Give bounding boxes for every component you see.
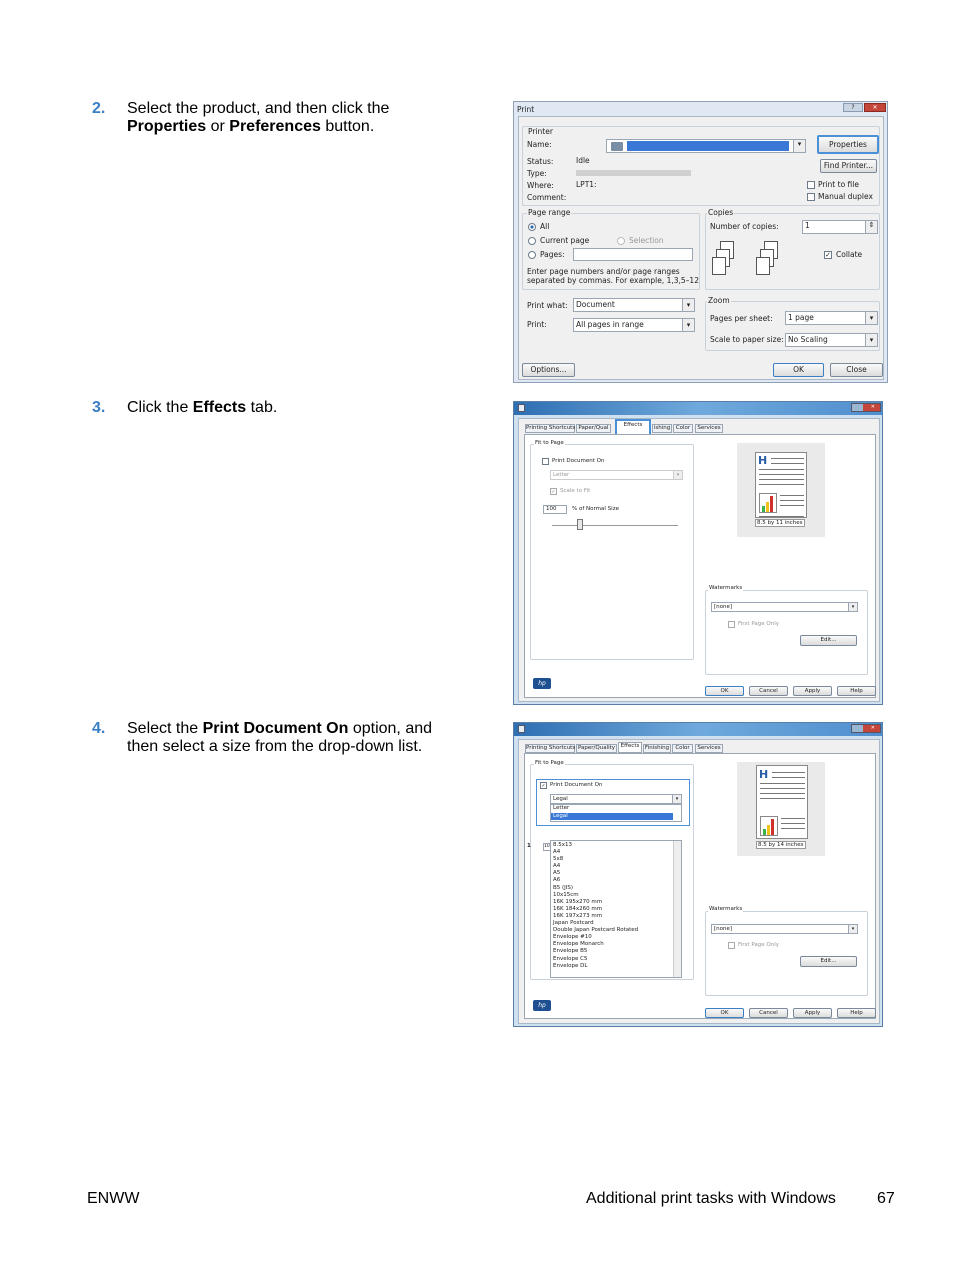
list-item[interactable]: 8.5x13 <box>553 842 573 848</box>
hp-logo: hp <box>533 1000 551 1011</box>
zoom-label: Zoom <box>708 296 730 305</box>
paper-size-value: Letter <box>553 472 570 478</box>
chevron-down-icon: ▾ <box>793 140 805 152</box>
watermarks-label: Watermarks <box>709 906 743 912</box>
percent-input[interactable] <box>543 505 567 514</box>
first-page-only-checkbox[interactable] <box>728 621 735 628</box>
printer-icon <box>518 404 525 412</box>
list-item[interactable]: Double Japan Postcard Rotated <box>553 927 639 934</box>
paper-size-select[interactable] <box>550 470 683 480</box>
dialog-body <box>518 739 880 1024</box>
tab-panel <box>524 434 876 698</box>
list-item[interactable]: A4 <box>553 849 561 856</box>
list-item[interactable]: Envelope DL <box>553 962 588 969</box>
step-3 <box>92 399 452 417</box>
collate-checkbox[interactable]: ✓ <box>825 251 831 259</box>
current-page-radio[interactable] <box>528 237 536 245</box>
fit-to-page-label: Fit to Page <box>535 760 564 766</box>
first-page-only-checkbox[interactable] <box>728 942 735 949</box>
list-item[interactable]: A4 <box>553 863 561 870</box>
properties-button[interactable]: Properties <box>817 135 879 154</box>
watermarks-label: Watermarks <box>709 585 743 591</box>
print-document-on-checkbox[interactable]: ✓ <box>541 783 546 789</box>
apply-button[interactable]: Apply <box>793 1008 832 1018</box>
slider-stub-icon: 1 <box>527 843 531 849</box>
watermark-select[interactable] <box>711 924 858 934</box>
chevron-down-icon: ▾ <box>682 319 694 331</box>
dialog-title: Print <box>517 105 535 114</box>
step-number: 2. <box>92 100 106 117</box>
tab-services[interactable]: Services <box>695 424 723 433</box>
pages-per-sheet-select[interactable] <box>785 311 878 325</box>
print-select[interactable] <box>573 318 695 332</box>
print-to-file-checkbox[interactable] <box>807 181 815 189</box>
watermark-select[interactable] <box>711 602 858 612</box>
effects-tab-screenshot <box>513 401 883 705</box>
first-page-only-label: First Page Only <box>738 942 779 948</box>
print-label: Print: <box>527 320 547 329</box>
list-item[interactable]: B5 (JIS) <box>553 884 574 891</box>
tab-paper-quality[interactable]: Paper/Quality <box>577 745 616 751</box>
hint-line-1: Enter page numbers and/or page ranges <box>527 267 680 276</box>
blurred-type <box>576 170 691 176</box>
chevron-down-icon: ▾ <box>865 334 877 346</box>
all-label: All <box>540 222 550 231</box>
copies-input[interactable] <box>802 220 878 234</box>
heading-icon: H <box>759 768 769 781</box>
step-2 <box>92 100 452 136</box>
paper-size-select[interactable] <box>550 794 682 804</box>
printer-group-label: Printer <box>528 127 553 136</box>
chevron-down-icon: ▾ <box>682 299 694 311</box>
scale-slider-track <box>552 525 678 526</box>
hp-logo: hp <box>533 678 551 689</box>
step-text: Select the Print Document On option, and then select a size from the drop-down list. <box>127 720 433 755</box>
title-bar <box>514 723 883 736</box>
scale-select[interactable] <box>785 333 878 347</box>
edit-button[interactable]: Edit... <box>800 956 857 967</box>
step-text: Click the Effects tab. <box>127 399 278 416</box>
help-icon[interactable]: ? <box>843 103 863 112</box>
preview-size-label: 8.5 by 11 inches <box>757 520 803 526</box>
bar-chart-icon <box>759 493 777 513</box>
preview-size-label: 8.5 by 14 inches <box>758 842 804 848</box>
pages-label: Pages: <box>540 250 565 259</box>
comment-label: Comment: <box>527 193 567 202</box>
list-item[interactable]: Japan Postcard <box>553 920 594 927</box>
fit-to-page-label: Fit to Page <box>535 440 564 446</box>
list-item[interactable]: 16K 184x260 mm <box>553 905 603 912</box>
title-bar <box>514 402 883 415</box>
list-item[interactable]: 10x15cm <box>553 891 579 898</box>
preview-box <box>737 443 825 537</box>
close-icon[interactable]: ✕ <box>851 724 881 733</box>
dialog-body <box>518 418 880 702</box>
manual-duplex-checkbox[interactable] <box>807 193 815 201</box>
tab-color[interactable]: Color <box>672 744 693 753</box>
paper-size-list-top <box>550 804 682 822</box>
copies-value: 1 <box>805 221 810 230</box>
scale-to-fit-label: Scale to Fit <box>560 488 591 494</box>
chevron-down-icon: ▾ <box>848 603 857 611</box>
pages-radio[interactable] <box>528 251 536 259</box>
tab-color[interactable]: Color <box>673 424 693 433</box>
first-page-only-label: First Page Only <box>738 621 779 627</box>
close-icon[interactable]: ✕ <box>864 103 886 112</box>
chevron-down-icon: ▾ <box>673 471 682 479</box>
list-item[interactable]: Envelope Monarch <box>553 941 604 948</box>
edit-button[interactable]: Edit... <box>800 635 857 646</box>
cancel-button[interactable]: Cancel <box>749 686 788 696</box>
print-document-on-label: Print Document On <box>550 782 603 788</box>
pages-input[interactable] <box>573 248 693 261</box>
selection-radio[interactable] <box>617 237 625 245</box>
pages-per-sheet-value: 1 page <box>788 313 814 322</box>
printer-name-highlight <box>627 141 789 151</box>
scale-value: No Scaling <box>788 335 828 344</box>
scale-slider-thumb[interactable] <box>577 519 583 530</box>
chevron-down-icon: ▾ <box>848 925 857 933</box>
type-label: Type: <box>527 169 547 178</box>
manual-duplex-label: Manual duplex <box>818 192 873 201</box>
print-what-label: Print what: <box>527 301 568 310</box>
print-what-select[interactable] <box>573 298 695 312</box>
printer-icon <box>518 725 525 733</box>
paper-size-options <box>553 842 638 970</box>
step-4 <box>92 720 452 756</box>
chevron-down-icon: ▾ <box>672 795 681 803</box>
scale-label: Scale to paper size: <box>710 335 784 344</box>
print-what-value: Document <box>576 300 615 309</box>
selection-label: Selection <box>629 236 664 245</box>
copies-label: Copies <box>708 208 734 217</box>
collate-label: Collate <box>836 250 863 259</box>
tab-printing-shortcuts[interactable]: Printing Shortcuts <box>526 745 576 751</box>
scale-to-fit-checkbox[interactable]: ✓ <box>551 489 556 495</box>
help-button[interactable]: Help <box>837 1008 876 1018</box>
list-item-selected[interactable]: Legal <box>553 813 568 819</box>
paper-size-list[interactable] <box>550 840 682 978</box>
list-item[interactable]: Envelope B5 <box>553 948 588 955</box>
tab-printing-shortcuts[interactable]: Printing Shortcuts <box>526 425 576 431</box>
percent-label: % of Normal Size <box>572 506 619 512</box>
spinner-icon[interactable]: ⇕ <box>865 221 877 233</box>
footer-center: Additional print tasks with Windows <box>586 1190 836 1207</box>
print-document-on-checkbox[interactable] <box>542 458 549 465</box>
pages-per-sheet-label: Pages per sheet: <box>710 314 773 323</box>
ok-button[interactable]: OK <box>773 363 824 377</box>
print-to-file-label: Print to file <box>818 180 859 189</box>
close-icon[interactable]: ✕ <box>851 403 881 412</box>
ok-button[interactable]: OK <box>705 1008 744 1018</box>
preview-page <box>756 765 808 839</box>
print-dialog-screenshot <box>513 101 888 383</box>
list-item[interactable]: Letter <box>553 805 570 811</box>
list-item[interactable]: A5 <box>553 870 561 877</box>
list-item[interactable]: 5x8 <box>553 856 564 863</box>
list-item[interactable]: 16K 195x270 mm <box>553 898 603 905</box>
list-item[interactable]: 16K 197x273 mm <box>553 912 603 919</box>
print-document-on-label: Print Document On <box>552 458 605 464</box>
close-button[interactable]: Close <box>830 363 883 377</box>
print-document-on-screenshot <box>513 722 883 1027</box>
all-radio[interactable] <box>528 223 536 231</box>
printer-icon <box>611 142 623 151</box>
status-value: Idle <box>576 156 590 165</box>
page-number: 67 <box>877 1190 895 1207</box>
step-text: Select the product, and then click the Properties or Preferences button. <box>127 100 390 135</box>
print-value: All pages in range <box>576 320 644 329</box>
tab-effects[interactable]: Effects <box>615 419 651 438</box>
page-range-label: Page range <box>528 208 571 217</box>
where-value: LPT1: <box>576 180 597 189</box>
collate-icon <box>712 241 784 279</box>
cancel-button[interactable]: Cancel <box>749 1008 788 1018</box>
tab-services[interactable]: Services <box>695 744 723 753</box>
tab-paper-quality[interactable]: Paper/Qual <box>576 424 611 433</box>
list-item[interactable]: A6 <box>553 877 561 884</box>
tab-finishing[interactable]: ishing <box>653 425 671 431</box>
name-label: Name: <box>527 140 552 149</box>
tab-panel <box>524 753 876 1019</box>
current-page-label: Current page <box>540 236 590 245</box>
list-item[interactable]: Envelope #10 <box>553 934 592 941</box>
percent-value: 100 <box>546 506 557 512</box>
find-printer-button[interactable]: Find Printer... <box>820 159 877 173</box>
scrollbar[interactable] <box>673 841 681 977</box>
list-item[interactable]: Envelope C5 <box>553 955 588 962</box>
apply-button[interactable]: Apply <box>793 686 832 696</box>
footer-left: ENWW <box>87 1190 140 1207</box>
bar-chart-icon <box>760 816 778 836</box>
ok-button[interactable]: OK <box>705 686 744 696</box>
dialog-body <box>518 116 884 380</box>
status-label: Status: <box>527 157 554 166</box>
heading-icon: H <box>758 454 768 467</box>
tab-effects[interactable]: Effects <box>618 742 642 753</box>
hint-line-2: separated by commas. For example, 1,3,5–12 <box>527 276 699 285</box>
paper-size-value: Legal <box>553 796 568 802</box>
step-number: 4. <box>92 720 106 737</box>
help-button[interactable]: Help <box>837 686 876 696</box>
preview-box <box>737 762 825 856</box>
watermark-value: [none] <box>714 926 733 932</box>
watermark-value: [none] <box>714 604 733 610</box>
options-button[interactable]: Options... <box>522 363 575 377</box>
percent-value: 10 <box>544 844 550 849</box>
step-number: 3. <box>92 399 106 416</box>
number-of-copies-label: Number of copies: <box>710 222 779 231</box>
printer-name-select[interactable] <box>606 139 806 153</box>
preview-page <box>755 452 807 518</box>
tab-finishing[interactable]: Finishing <box>644 745 670 751</box>
where-label: Where: <box>527 181 554 190</box>
chevron-down-icon: ▾ <box>865 312 877 324</box>
